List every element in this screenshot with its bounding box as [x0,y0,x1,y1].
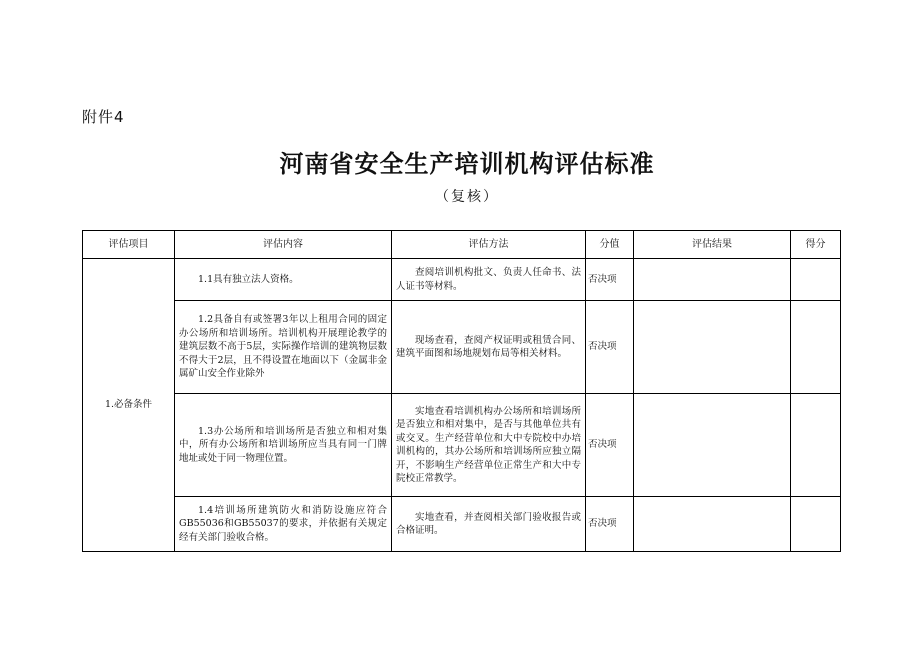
method-cell: 现场查看，查阅产权证明或租赁合同、建筑平面图和场地规划布局等相关材料。 [392,301,586,394]
score-cell: 否决项 [586,301,634,394]
category-cell: 1.必备条件 [83,259,175,552]
table-row [83,394,841,497]
result-cell[interactable] [634,394,791,497]
points-cell[interactable] [791,301,841,394]
score-cell: 否决项 [586,497,634,552]
page-subtitle: （复核） [435,189,499,205]
table-row [83,497,841,552]
header-content: 评估内容 [175,231,392,259]
content-cell: 1.1具有独立法人资格。 [175,259,392,301]
header-score: 分值 [586,231,634,259]
header-method: 评估方法 [392,231,586,259]
page-title: 河南省安全生产培训机构评估标准 [279,150,655,178]
table-header-row [83,231,841,259]
content-cell: 1.4培训场所建筑防火和消防设施应符合GB55036和GB55037的要求，并依据有关规定经有关部门验收合格。 [175,497,392,552]
table-row [83,259,841,301]
result-cell[interactable] [634,497,791,552]
result-cell[interactable] [634,301,791,394]
evaluation-table [82,230,841,552]
method-cell: 实地查看培训机构办公场所和培训场所是否独立和相对集中，是否与其他单位共有或交叉。生产经营单位和大中专院校中办培训机构的，其办公场所和培训场所应独立隔开，不影响生产经营单位正常生产和大中专院校正常教学。 [392,394,586,497]
points-cell[interactable] [791,497,841,552]
table-row [83,301,841,394]
points-cell[interactable] [791,394,841,497]
attachment-label: 附件4 [82,108,125,126]
content-cell: 1.3办公场所和培训场所是否独立和相对集中，所有办公场所和培训场所应当具有同一门牌地址或处于同一物理位置。 [175,394,392,497]
score-cell: 否决项 [586,394,634,497]
score-cell: 否决项 [586,259,634,301]
header-item: 评估项目 [83,231,175,259]
header-result: 评估结果 [634,231,791,259]
content-cell: 1.2具备自有或签署3年以上租用合同的固定办公场所和培训场所。培训机构开展理论教学的建筑层数不高于5层，实际操作培训的建筑物层数不得大于2层，且不得设置在地面以下（金属非金属矿山安全作业除外 [175,301,392,394]
points-cell[interactable] [791,259,841,301]
method-cell: 实地查看，并查阅相关部门验收报告或合格证明。 [392,497,586,552]
method-cell: 查阅培训机构批文、负责人任命书、法人证书等材料。 [392,259,586,301]
result-cell[interactable] [634,259,791,301]
header-points: 得分 [791,231,841,259]
